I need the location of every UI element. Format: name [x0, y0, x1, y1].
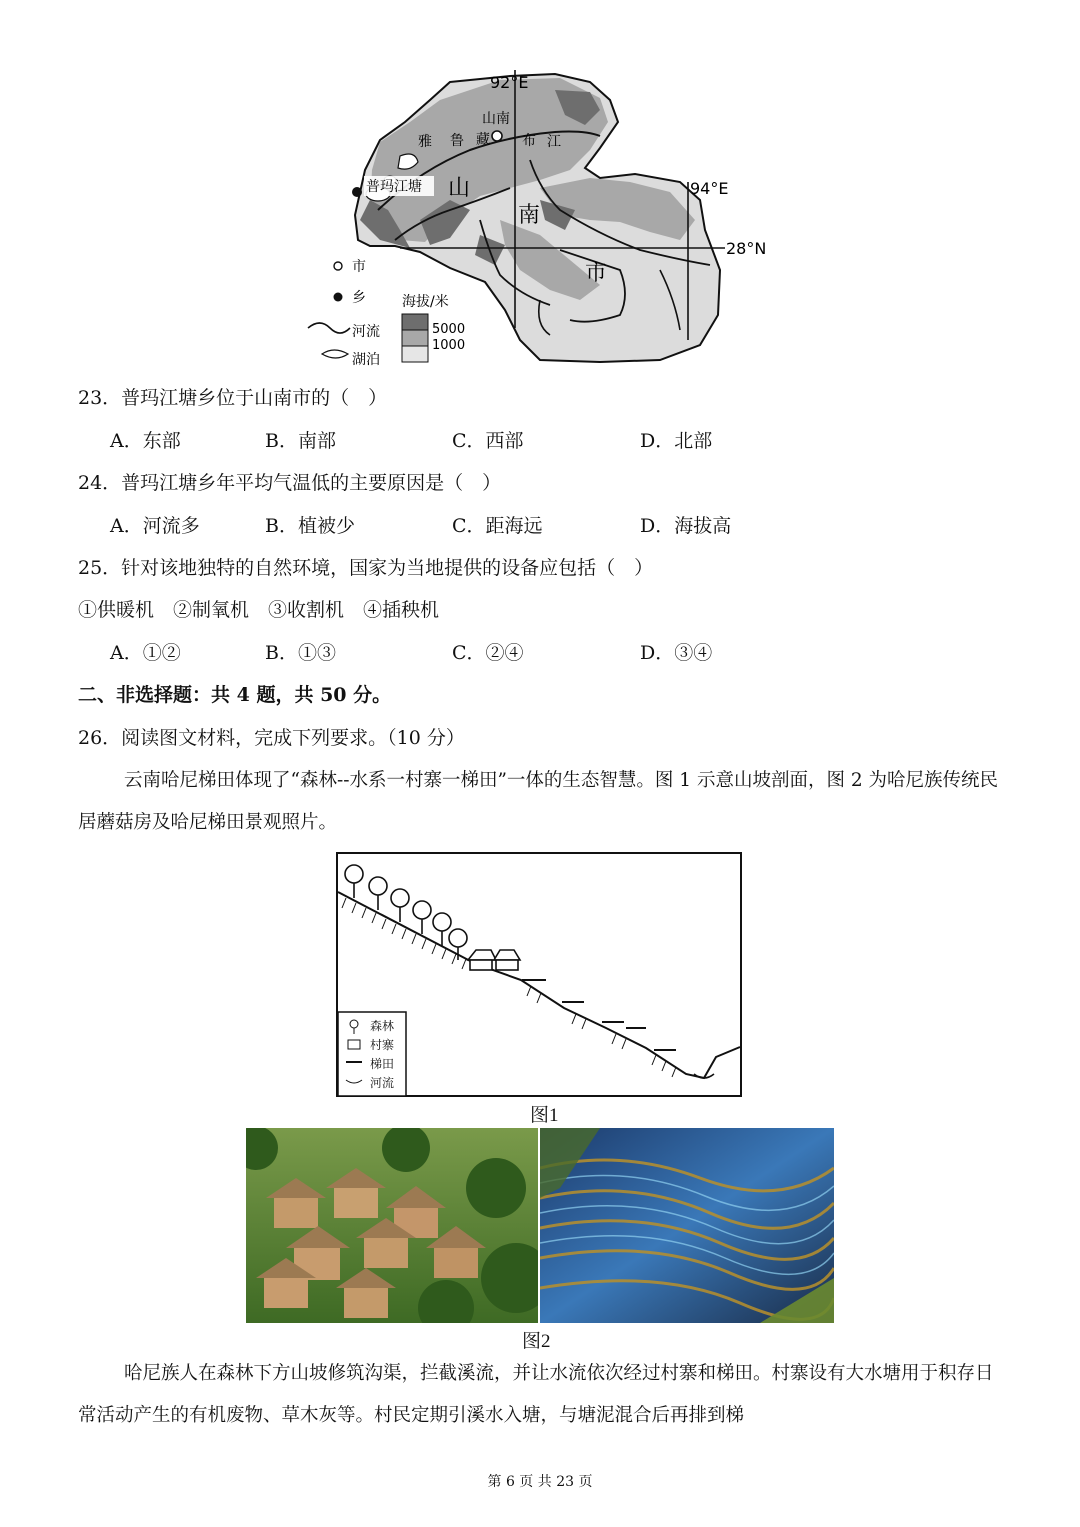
figure-2-terraces-photo — [540, 1128, 834, 1323]
lon-label-94: 94°E — [690, 179, 729, 198]
map-legend — [308, 259, 465, 368]
svg-text:湖泊: 湖泊 — [352, 352, 380, 368]
lat-label-28: 28°N — [726, 239, 767, 258]
question-25-stem: 25．针对该地独特的自然环境，国家为当地提供的设备应包括（ ） — [78, 557, 654, 579]
town-label: 普玛江塘 — [366, 179, 422, 195]
svg-text:河流: 河流 — [352, 324, 380, 340]
svg-text:村寨: 村寨 — [370, 1038, 395, 1052]
svg-text:鲁: 鲁 — [450, 133, 464, 149]
svg-text:梯田: 梯田 — [370, 1057, 395, 1071]
q25-option-a[interactable]: A．①② — [110, 642, 181, 664]
question-25-items: ①供暖机 ②制氧机 ③收割机 ④插秧机 — [78, 599, 440, 621]
q23-option-c[interactable]: C．西部 — [452, 430, 524, 452]
q26-paragraph-2: 哈尼族人在森林下方山坡修筑沟渠，拦截溪流，并让水流依次经过村寨和梯田。村寨设有大水塘用于积存日常活动产生的有机废物、草木灰等。村民定期引溪水入塘，与塘泥混合后再排到梯 — [78, 1363, 994, 1426]
q23-option-d[interactable]: D．北部 — [640, 430, 713, 452]
svg-text:雅: 雅 — [418, 134, 432, 150]
figure-2-mushroom-houses-photo — [246, 1128, 538, 1323]
q24-option-a[interactable]: A．河流多 — [110, 515, 200, 537]
svg-text:市: 市 — [585, 261, 608, 286]
figure-1-slope-profile — [336, 852, 742, 1098]
city-marker — [492, 131, 502, 141]
svg-text:南: 南 — [518, 203, 541, 228]
q25-option-c[interactable]: C．②④ — [452, 642, 524, 664]
q26-paragraph-1: 云南哈尼梯田体现了“森林--水系一村寨一梯田”一体的生态智慧。图 1 示意山坡剖面，图 2 为哈尼族传统民居蘑菇房及哈尼梯田景观照片。 — [78, 770, 998, 833]
q25-option-d[interactable]: D．③④ — [640, 642, 713, 664]
section-title: 二、非选择题：共 4 题，共 50 分。 — [78, 684, 392, 706]
svg-text:森林: 森林 — [370, 1019, 395, 1033]
question-24-stem: 24．普玛江塘乡年平均气温低的主要原因是（ ） — [78, 472, 502, 494]
page-footer: 第 6 页 共 23 页 — [487, 1474, 593, 1490]
svg-text:江: 江 — [547, 134, 561, 150]
svg-text:河流: 河流 — [370, 1076, 395, 1090]
svg-text:布: 布 — [522, 133, 536, 149]
question-26-stem: 26．阅读图文材料，完成下列要求。（10 分） — [78, 727, 465, 749]
q25-option-b[interactable]: B．①③ — [265, 642, 336, 664]
svg-text:海拔/米: 海拔/米 — [402, 294, 449, 310]
q23-option-b[interactable]: B．南部 — [265, 430, 336, 452]
q24-option-d[interactable]: D．海拔高 — [640, 515, 732, 537]
svg-text:5000: 5000 — [432, 322, 466, 337]
q24-option-b[interactable]: B．植被少 — [265, 515, 355, 537]
svg-text:1000: 1000 — [432, 338, 466, 353]
svg-text:藏: 藏 — [476, 132, 490, 148]
q24-option-c[interactable]: C．距海远 — [452, 515, 543, 537]
svg-text:山: 山 — [448, 176, 471, 201]
town-marker — [352, 187, 362, 197]
question-23-stem: 23．普玛江塘乡位于山南市的（ ） — [78, 387, 388, 409]
q23-option-a[interactable]: A．东部 — [110, 430, 181, 452]
svg-text:乡: 乡 — [352, 290, 366, 306]
figure-2-caption: 图2 — [522, 1331, 551, 1352]
lon-label-92: 92°E — [490, 73, 529, 92]
shannan-map — [300, 70, 780, 375]
city-label: 山南 — [482, 111, 510, 127]
svg-text:市: 市 — [352, 259, 366, 275]
figure-1-caption: 图1 — [530, 1105, 559, 1126]
